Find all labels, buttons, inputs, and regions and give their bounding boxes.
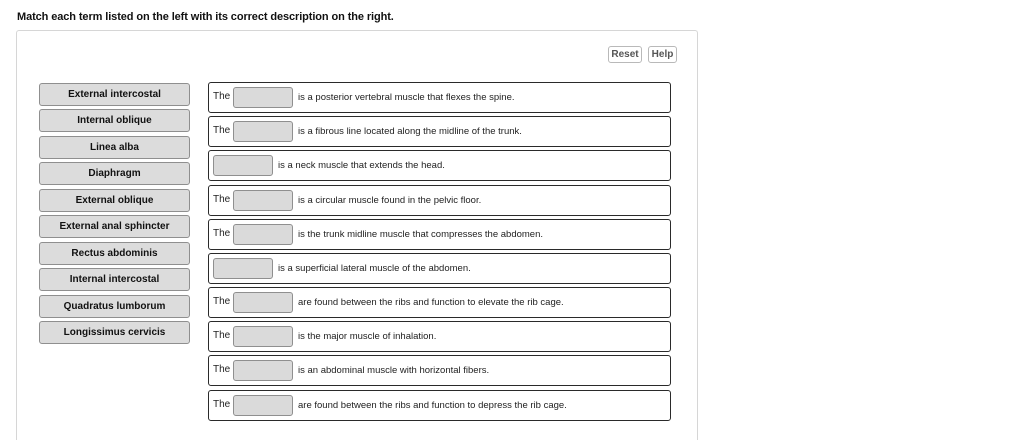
term-chip[interactable]: Diaphragm bbox=[39, 162, 190, 185]
term-chip[interactable]: Internal oblique bbox=[39, 109, 190, 132]
term-chip[interactable]: Rectus abdominis bbox=[39, 242, 190, 265]
drop-slot[interactable] bbox=[213, 258, 273, 279]
drop-slot[interactable] bbox=[233, 190, 293, 211]
row-description: is the major muscle of inhalation. bbox=[298, 331, 437, 342]
row-description: is a fibrous line located along the midline of the trunk. bbox=[298, 126, 522, 137]
term-chip[interactable]: Longissimus cervicis bbox=[39, 321, 190, 344]
row-description: is a neck muscle that extends the head. bbox=[278, 160, 445, 171]
row-prefix: The bbox=[213, 228, 231, 239]
description-row bbox=[208, 253, 671, 284]
row-description: is the trunk midline muscle that compresses the abdomen. bbox=[298, 229, 544, 240]
term-chip[interactable]: Internal intercostal bbox=[39, 268, 190, 291]
row-prefix: The bbox=[213, 125, 231, 136]
row-description: is a circular muscle found in the pelvic floor. bbox=[298, 195, 482, 206]
description-row bbox=[208, 287, 671, 318]
help-button[interactable]: Help bbox=[648, 46, 677, 63]
description-row bbox=[208, 321, 671, 352]
drop-slot[interactable] bbox=[233, 87, 293, 108]
row-description: is a superficial lateral muscle of the abdomen. bbox=[278, 263, 471, 274]
description-row bbox=[208, 150, 671, 181]
row-prefix: The bbox=[213, 296, 231, 307]
drop-slot[interactable] bbox=[233, 224, 293, 245]
drop-slot[interactable] bbox=[233, 292, 293, 313]
term-chip[interactable]: Quadratus lumborum bbox=[39, 295, 190, 318]
drop-slot[interactable] bbox=[233, 121, 293, 142]
row-prefix: The bbox=[213, 364, 231, 375]
term-chip[interactable]: External anal sphincter bbox=[39, 215, 190, 238]
row-prefix: The bbox=[213, 330, 231, 341]
description-row bbox=[208, 219, 671, 250]
row-prefix: The bbox=[213, 399, 231, 410]
description-row bbox=[208, 355, 671, 386]
term-chip[interactable]: External intercostal bbox=[39, 83, 190, 106]
row-description: is an abdominal muscle with horizontal fibers. bbox=[298, 365, 490, 376]
row-description: are found between the ribs and function to depress the rib cage. bbox=[298, 400, 567, 411]
description-row bbox=[208, 82, 671, 113]
row-prefix: The bbox=[213, 194, 231, 205]
drop-slot[interactable] bbox=[233, 360, 293, 381]
row-description: are found between the ribs and function to elevate the rib cage. bbox=[298, 297, 564, 308]
reset-button[interactable]: Reset bbox=[608, 46, 642, 63]
description-row bbox=[208, 116, 671, 147]
row-description: is a posterior vertebral muscle that flexes the spine. bbox=[298, 92, 515, 103]
description-row bbox=[208, 185, 671, 216]
term-chip[interactable]: External oblique bbox=[39, 189, 190, 212]
drop-slot[interactable] bbox=[233, 326, 293, 347]
drop-slot[interactable] bbox=[213, 155, 273, 176]
drop-slot[interactable] bbox=[233, 395, 293, 416]
row-prefix: The bbox=[213, 91, 231, 102]
term-chip[interactable]: Linea alba bbox=[39, 136, 190, 159]
description-row bbox=[208, 390, 671, 421]
instruction-text: Match each term listed on the left with its correct description on the right. bbox=[17, 11, 394, 23]
